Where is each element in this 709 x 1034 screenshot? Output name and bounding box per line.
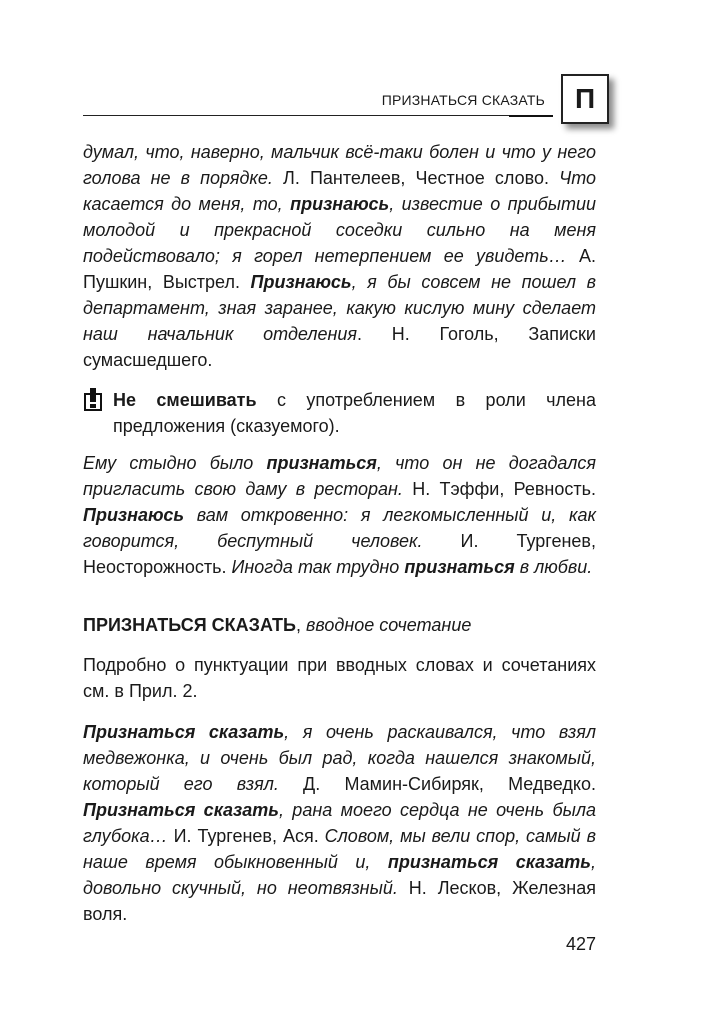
page-number: 427 [565,934,596,954]
note-keyword: Не смешивать [113,390,257,410]
source-citation: И. Тургенев, Неосторожность. [83,531,596,577]
source-citation: Д. Мамин-Сибиряк, Медведко. [278,774,596,794]
section-letter-tab: П [561,74,609,124]
grammar-label: вводное сочетание [306,615,472,635]
highlighted-word: признаться [404,557,515,577]
source-citation: Л. Пантелеев, Честное слово. [272,168,560,188]
example-text: , известие о прибытии молодой и прекрасной соседки сильно на меня подействовало; я горел нетерпением ее увидеть… [83,194,596,266]
page-header [83,72,613,124]
running-head: ПРИЗНАТЬСЯ СКАЗАТЬ [381,92,545,108]
entry-heading [83,612,596,638]
example-text: , я бы совсем не пошел в департамент, зная заранее, какую кислую мину сделает наш начальник отделения [83,272,596,344]
example-text: , я очень раскаивался, что взял медвежонка, и очень был рад, когда нашелся знакомый, который его взял. [83,722,596,794]
source-citation: Н. Лесков, Железная воля. [83,878,596,924]
usage-note [83,387,596,439]
source-citation: И. Тургенев, Ася. [167,826,325,846]
example-text: Иногда так трудно [231,557,405,577]
note-text: с употреблением в роли члена предложения (сказуемого). [113,390,596,436]
header-rule [83,115,553,116]
highlighted-word: Признаюсь [250,272,352,292]
source-citation: . Н. Гоголь, Записки сумасшедшего. [83,324,596,370]
heading-separator: , [295,615,306,635]
header-rule-accent [509,115,553,117]
example-text: Ему стыдно было [83,453,267,473]
paragraph-examples-3 [83,719,596,927]
highlighted-word: Признаться сказать [83,722,285,742]
headword: ПРИЗНАТЬСЯ СКАЗАТЬ [83,615,296,635]
example-text: , довольно скучный, но неотвязный. [83,852,597,898]
example-text: вам откровенно: я легкомысленный и, как говорится, беспутный человек. [83,505,596,551]
example-text: , что он не догадался пригласить свою даму в ресторан. [83,453,596,499]
paragraph-examples-2 [83,450,596,580]
highlighted-word: Признаюсь [83,505,185,525]
paragraph-examples-1 [83,139,596,373]
source-citation: Н. Тэффи, Ревность. [402,479,596,499]
example-text: Словом, мы вели спор, самый в наше время обыкновенный и, [83,826,597,872]
source-citation: А. Пушкин, Выстрел. [83,246,596,292]
highlighted-word: признаться сказать [387,852,591,872]
example-text: думал, что, наверно, мальчик всё-таки болен и что у него голова не в порядке. [83,142,596,188]
highlighted-word: признаюсь [290,194,390,214]
highlighted-word: Признаться сказать [83,800,279,820]
highlighted-word: признаться [266,453,377,473]
example-text: в любви. [514,557,593,577]
reference-text: Подробно о пунктуации при вводных словах и сочетаниях см. в Прил. 2. [83,655,596,701]
example-text: , рана моего сердца не очень была глубока… [83,800,596,846]
exclamation-warning-icon [83,388,105,412]
example-text: Что касается до меня, то, [83,168,597,214]
paragraph-reference [83,652,596,704]
